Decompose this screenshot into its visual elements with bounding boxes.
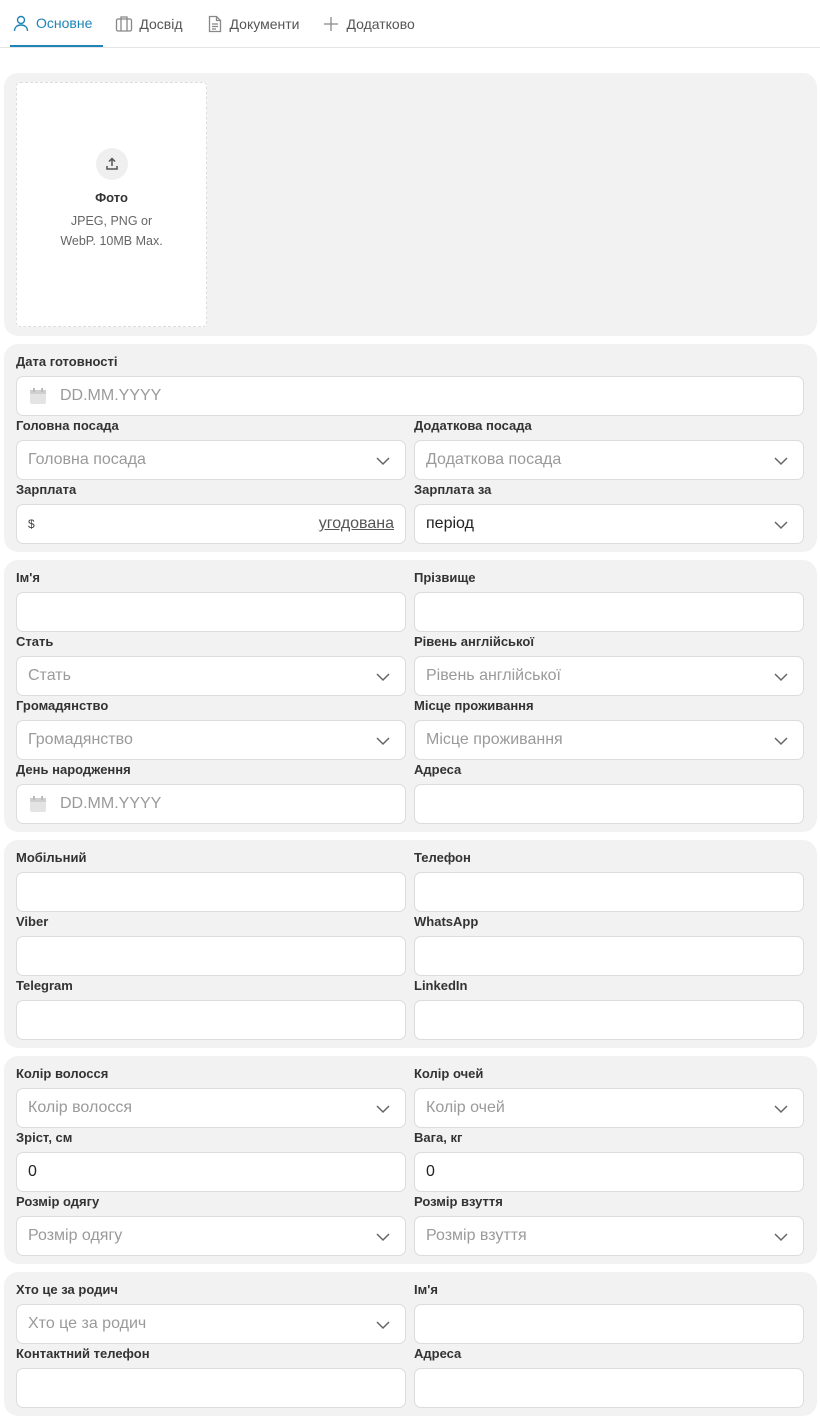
photo-hint-1: JPEG, PNG or	[70, 214, 153, 228]
chevron-down-icon	[773, 733, 789, 749]
form-field	[414, 1128, 804, 1192]
calendar-icon	[28, 794, 48, 814]
field-label: Адреса	[414, 1346, 462, 1361]
field-input[interactable]	[16, 504, 406, 544]
chevron-down-icon	[773, 669, 789, 685]
field-label: Телефон	[414, 850, 471, 865]
form-field	[16, 1192, 406, 1256]
field-label: Колір волосся	[16, 1066, 109, 1081]
field-select[interactable]	[414, 440, 804, 480]
field-input[interactable]	[414, 1304, 804, 1344]
chevron-down-icon	[375, 1229, 391, 1245]
field-label: Стать	[16, 634, 54, 649]
calendar-icon	[28, 386, 48, 406]
field-input[interactable]	[16, 1152, 406, 1192]
form-field	[414, 1064, 804, 1128]
field-input[interactable]	[16, 1000, 406, 1040]
photo-hint-2: WebP. 10MB Max.	[60, 234, 163, 248]
field-input[interactable]	[414, 592, 804, 632]
field-label: Viber	[16, 914, 49, 929]
chevron-down-icon	[375, 453, 391, 469]
upload-icon	[96, 148, 128, 180]
form-field	[16, 1064, 406, 1128]
field-select[interactable]	[16, 720, 406, 760]
date-placeholder: DD.MM.YYYY	[60, 387, 162, 404]
field-select[interactable]	[16, 1088, 406, 1128]
form-field	[16, 568, 406, 632]
tab-4[interactable]	[320, 0, 425, 47]
select-placeholder: Громадянство	[28, 731, 133, 748]
field-date-input[interactable]	[16, 784, 406, 824]
field-label: Місце проживання	[414, 698, 534, 713]
field-input[interactable]	[414, 784, 804, 824]
chevron-down-icon	[375, 1101, 391, 1117]
form-field	[16, 760, 406, 824]
field-label: Зріст, см	[16, 1130, 73, 1145]
field-input[interactable]	[414, 936, 804, 976]
currency-symbol: $	[28, 517, 35, 531]
chevron-down-icon	[773, 517, 789, 533]
form-field	[16, 632, 406, 696]
select-placeholder: Колір очей	[426, 1099, 505, 1116]
field-date-input[interactable]	[16, 376, 804, 416]
select-placeholder: Розмір одягу	[28, 1227, 123, 1244]
field-label: Громадянство	[16, 698, 109, 713]
input-value: 0	[426, 1163, 435, 1180]
field-label: Дата готовності	[16, 354, 118, 369]
chevron-down-icon	[773, 1229, 789, 1245]
form-field	[16, 352, 804, 416]
form-field	[16, 1280, 406, 1344]
briefcase-icon	[115, 15, 133, 33]
select-placeholder: Хто це за родич	[28, 1315, 147, 1332]
form-section-2	[4, 560, 817, 832]
field-label: LinkedIn	[414, 978, 468, 993]
field-label: Контактний телефон	[16, 1346, 150, 1361]
field-input[interactable]	[16, 1368, 406, 1408]
photo-section	[4, 73, 817, 336]
chevron-down-icon	[375, 733, 391, 749]
field-input[interactable]	[414, 872, 804, 912]
form-field	[16, 912, 406, 976]
field-select[interactable]	[414, 1216, 804, 1256]
tab-label: Документи	[229, 15, 300, 32]
photo-title: Фото	[95, 190, 128, 205]
chevron-down-icon	[375, 1317, 391, 1333]
field-label: Зарплата за	[414, 482, 492, 497]
plus-icon	[322, 15, 340, 33]
form-field	[16, 1344, 406, 1408]
field-label: Ім'я	[16, 570, 40, 585]
select-placeholder: Додаткова посада	[426, 451, 562, 468]
tab-label: Досвід	[139, 15, 183, 32]
form-section-5	[4, 1272, 817, 1416]
salary-negotiable-link[interactable]: угодована	[318, 515, 394, 532]
field-input[interactable]	[414, 1000, 804, 1040]
field-label: Мобільний	[16, 850, 87, 865]
select-placeholder: Головна посада	[28, 451, 146, 468]
form-field	[16, 1128, 406, 1192]
field-label: Рівень англійської	[414, 634, 534, 649]
form-field	[414, 760, 804, 824]
field-label: Ім'я	[414, 1282, 438, 1297]
field-label: Зарплата	[16, 482, 77, 497]
form-section-3	[4, 840, 817, 1048]
input-value: 0	[28, 1163, 37, 1180]
select-placeholder: Рівень англійської	[426, 667, 561, 684]
form-field	[414, 632, 804, 696]
form-field	[16, 848, 406, 912]
field-select[interactable]	[16, 656, 406, 696]
tab-bar	[0, 0, 820, 48]
field-label: WhatsApp	[414, 914, 479, 929]
field-label: Розмір взуття	[414, 1194, 503, 1209]
field-label: Додаткова посада	[414, 418, 532, 433]
document-icon	[206, 15, 224, 33]
form-field	[414, 696, 804, 760]
tab-3[interactable]	[204, 0, 311, 47]
field-input[interactable]	[16, 592, 406, 632]
form-field	[414, 480, 804, 544]
field-label: Вага, кг	[414, 1130, 463, 1145]
chevron-down-icon	[773, 1101, 789, 1117]
form-field	[414, 976, 804, 1040]
select-placeholder: Стать	[28, 667, 71, 684]
form-field	[16, 416, 406, 480]
tab-1[interactable]	[10, 0, 103, 47]
user-icon	[12, 14, 30, 32]
field-label: День народження	[16, 762, 131, 777]
form-section-4	[4, 1056, 817, 1264]
field-input[interactable]	[16, 936, 406, 976]
date-placeholder: DD.MM.YYYY	[60, 795, 162, 812]
form-field	[16, 696, 406, 760]
field-select[interactable]	[16, 440, 406, 480]
field-input[interactable]	[414, 1152, 804, 1192]
field-label: Адреса	[414, 762, 462, 777]
field-label: Розмір одягу	[16, 1194, 100, 1209]
field-label: Хто це за родич	[16, 1282, 118, 1297]
form-field	[414, 1280, 804, 1344]
field-select[interactable]	[414, 504, 804, 544]
field-select[interactable]	[414, 720, 804, 760]
field-label: Колір очей	[414, 1066, 484, 1081]
field-select[interactable]	[16, 1216, 406, 1256]
field-input[interactable]	[414, 1368, 804, 1408]
form-field	[414, 848, 804, 912]
select-value: період	[426, 515, 474, 532]
field-label: Telegram	[16, 978, 73, 993]
field-label: Прізвище	[414, 570, 476, 585]
select-placeholder: Місце проживання	[426, 731, 563, 748]
field-input[interactable]	[16, 872, 406, 912]
form-field	[414, 568, 804, 632]
field-select[interactable]	[16, 1304, 406, 1344]
form-field	[414, 1192, 804, 1256]
chevron-down-icon	[375, 669, 391, 685]
select-placeholder: Розмір взуття	[426, 1227, 527, 1244]
form-section-1	[4, 344, 817, 552]
form-field	[16, 480, 406, 544]
field-label: Головна посада	[16, 418, 119, 433]
form-field	[414, 912, 804, 976]
tab-2[interactable]	[113, 0, 193, 47]
form-field	[16, 976, 406, 1040]
field-select[interactable]	[414, 656, 804, 696]
form-field	[414, 1344, 804, 1408]
tab-label: Основне	[36, 14, 93, 31]
photo-upload-dropzone[interactable]	[16, 82, 207, 327]
select-placeholder: Колір волосся	[28, 1099, 133, 1116]
form-field	[414, 416, 804, 480]
tab-label: Додатково	[346, 15, 415, 32]
field-select[interactable]	[414, 1088, 804, 1128]
chevron-down-icon	[773, 453, 789, 469]
